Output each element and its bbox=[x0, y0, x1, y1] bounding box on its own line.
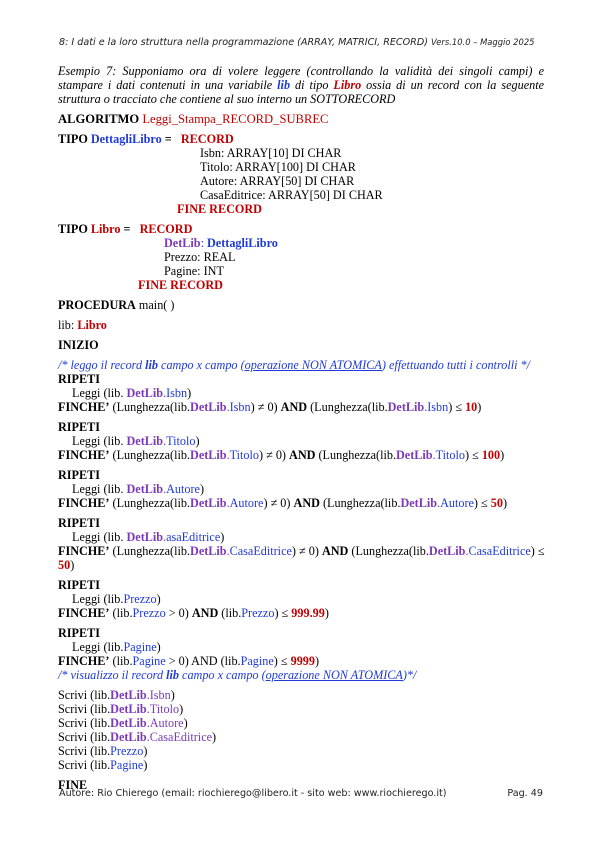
code-text: (Lunghezza(lib. bbox=[109, 448, 191, 462]
code-text: (Lunghezza(lib. bbox=[109, 496, 191, 510]
code-dot: . bbox=[432, 448, 436, 462]
record-field: Autore: ARRAY[50] DI CHAR bbox=[200, 174, 355, 188]
fine-keyword: FINE bbox=[58, 778, 88, 792]
code-dot: . bbox=[437, 496, 441, 510]
record-field: Prezzo: REAL bbox=[164, 250, 236, 264]
code-text: ) ≤ bbox=[274, 606, 292, 620]
detlib-ref: DetLib bbox=[190, 544, 227, 558]
code-dot: . bbox=[226, 496, 230, 510]
scrivi-titolo bbox=[58, 702, 544, 716]
leggi-titolo bbox=[58, 434, 544, 448]
field-ref: CasaEditrice bbox=[468, 544, 531, 558]
code-text: > 0) bbox=[165, 606, 192, 620]
declaration-line bbox=[58, 318, 544, 332]
field-ref: Titolo bbox=[166, 434, 196, 448]
max-value: 999.99 bbox=[291, 606, 325, 620]
code-text: ) ≠ 0) bbox=[291, 544, 322, 558]
detlib-ref: DetLib bbox=[387, 400, 425, 414]
code-text: (lib. bbox=[109, 606, 133, 620]
field-ref: Titolo bbox=[435, 448, 465, 462]
detlib-ref: DetLib bbox=[396, 448, 433, 462]
code-text: ) bbox=[195, 434, 200, 448]
code-text: ) bbox=[199, 482, 205, 496]
comment-text: )*/ bbox=[402, 668, 417, 682]
inizio-keyword: INIZIO bbox=[58, 338, 99, 352]
code-text: ) ≤ bbox=[530, 544, 545, 558]
field-ref: Autore bbox=[166, 482, 200, 496]
record-field: CasaEditrice: ARRAY[50] DI CHAR bbox=[200, 188, 383, 202]
code-text: Leggi (lib. bbox=[72, 386, 124, 400]
comment-var: lib bbox=[145, 358, 158, 372]
code-text: (Lunghezza(lib. bbox=[109, 400, 191, 414]
comment-text: /* leggo il record bbox=[58, 358, 146, 372]
finche-pagine bbox=[58, 654, 544, 668]
code-dot: . bbox=[146, 716, 150, 730]
comment-read bbox=[58, 358, 544, 372]
detlib-ref: DetLib bbox=[400, 496, 438, 510]
field-ref: Pagine bbox=[110, 758, 144, 772]
code-text: (Lunghezza(lib. bbox=[307, 400, 388, 414]
code-dot: . bbox=[163, 386, 167, 400]
code-dot: . bbox=[163, 530, 167, 544]
code-dot: . bbox=[226, 400, 230, 414]
colon: : bbox=[200, 236, 207, 250]
and-keyword: AND bbox=[289, 448, 316, 462]
scrivi-pagine bbox=[58, 758, 544, 772]
leggi-casaeditrice bbox=[58, 530, 544, 544]
tipo-keyword: TIPO bbox=[58, 222, 88, 236]
finche-keyword: FINCHE’ bbox=[58, 606, 110, 620]
page-number: Pag. 49 bbox=[507, 788, 543, 799]
code-text: Leggi (lib. bbox=[72, 640, 124, 654]
field-ref: Isbn bbox=[427, 400, 449, 414]
code-dot: . bbox=[424, 400, 428, 414]
code-text: ) bbox=[170, 688, 175, 702]
comment-text: campo x campo ( bbox=[178, 668, 266, 682]
intro-text: ossia di un record con la seguente struttura o tracciato che contiene al suo interno un SOTTORECORD bbox=[58, 78, 544, 106]
code-text: ) bbox=[156, 592, 161, 606]
code-text: Leggi (lib. bbox=[72, 434, 124, 448]
leggi-autore bbox=[58, 482, 544, 496]
code-text: ) bbox=[477, 400, 482, 414]
intro-text: di tipo bbox=[290, 78, 334, 92]
detlib-ref: DetLib bbox=[126, 530, 164, 544]
record-field: Titolo: ARRAY[100] DI CHAR bbox=[200, 160, 356, 174]
detlib-ref: DetLib bbox=[190, 496, 227, 510]
ripeti-keyword: RIPETI bbox=[58, 420, 100, 434]
detlib-ref: DetLib bbox=[126, 482, 164, 496]
procedura-name: main( ) bbox=[135, 298, 175, 312]
record-keyword: RECORD bbox=[139, 222, 193, 236]
decl-var: lib: bbox=[58, 318, 78, 332]
scrivi-casaeditrice bbox=[58, 730, 544, 744]
code-text: ) bbox=[324, 606, 329, 620]
code-text: ) bbox=[212, 730, 217, 744]
finche-keyword: FINCHE’ bbox=[58, 400, 110, 414]
code-text: ) ≠ 0) bbox=[263, 496, 294, 510]
field-ref: Pagine bbox=[132, 654, 166, 668]
code-text: ) bbox=[187, 386, 192, 400]
code-text: ) bbox=[143, 758, 148, 772]
leggi-pagine bbox=[58, 640, 544, 654]
max-value: 50 bbox=[58, 558, 71, 572]
code-dot: . bbox=[146, 702, 150, 716]
field-ref: Pagine bbox=[240, 654, 274, 668]
code-text: Scrivi (lib. bbox=[58, 730, 111, 744]
field-ref: Isbn bbox=[166, 386, 188, 400]
record-field: Isbn: ARRAY[10] DI CHAR bbox=[200, 146, 342, 160]
ripeti-keyword: RIPETI bbox=[58, 516, 100, 530]
and-keyword: AND bbox=[191, 606, 219, 620]
code-text: ) bbox=[314, 654, 320, 668]
leggi-prezzo bbox=[58, 592, 544, 606]
document-body bbox=[58, 64, 544, 792]
code-text: ) bbox=[156, 640, 161, 654]
type-name: Libro bbox=[90, 222, 121, 236]
code-text: ) ≤ bbox=[464, 448, 482, 462]
equals-sign: = bbox=[123, 222, 131, 236]
code-dot: . bbox=[465, 544, 469, 558]
ripeti-keyword: RIPETI bbox=[58, 372, 100, 386]
detlib-type: DettagliLibro bbox=[207, 236, 278, 250]
field-ref: CasaEditrice bbox=[149, 730, 213, 744]
code-text: ) bbox=[70, 558, 75, 572]
scrivi-prezzo bbox=[58, 744, 544, 758]
detlib-name: DetLib bbox=[164, 236, 201, 250]
max-value: 9999 bbox=[290, 654, 315, 668]
equals-sign: = bbox=[164, 132, 172, 146]
field-ref: Isbn bbox=[149, 688, 171, 702]
intro-text: Esempio 7: Supponiamo ora di volere leggere (controllando la validità dei singoli campi) e stampare i dati contenuti in una variabile bbox=[58, 64, 544, 92]
finche-prezzo bbox=[58, 606, 544, 620]
comment-write bbox=[58, 668, 544, 682]
finche-casaeditrice-cont bbox=[58, 558, 544, 572]
code-text: ) bbox=[500, 448, 505, 462]
finche-keyword: FINCHE’ bbox=[58, 654, 110, 668]
finche-keyword: FINCHE’ bbox=[58, 448, 110, 462]
code-text: Leggi (lib. bbox=[72, 482, 124, 496]
fine-record: FINE RECORD bbox=[177, 202, 262, 216]
code-text: (Lunghezza(lib. bbox=[319, 496, 401, 510]
code-text: Leggi (lib. bbox=[72, 530, 124, 544]
field-ref: Prezzo bbox=[110, 744, 144, 758]
field-ref: CasaEditrice bbox=[229, 544, 292, 558]
code-text: Leggi (lib. bbox=[72, 592, 124, 606]
tipo-libro-line bbox=[58, 222, 544, 236]
page-footer bbox=[59, 788, 543, 799]
detlib-ref: DetLib bbox=[110, 688, 147, 702]
max-value: 10 bbox=[465, 400, 478, 414]
and-keyword: AND bbox=[321, 544, 349, 558]
finche-isbn bbox=[58, 400, 544, 414]
detlib-ref: DetLib bbox=[110, 716, 147, 730]
finche-keyword: FINCHE’ bbox=[58, 496, 110, 510]
code-text: ) ≠ 0) bbox=[250, 400, 281, 414]
detlib-ref: DetLib bbox=[110, 730, 147, 744]
algorithm-line bbox=[58, 112, 544, 126]
code-dot: . bbox=[146, 688, 150, 702]
header-title: 8: I dati e la loro struttura nella programmazione (ARRAY, MATRICI, RECORD) bbox=[59, 37, 428, 48]
tipo-keyword: TIPO bbox=[58, 132, 88, 146]
intro-var: lib bbox=[277, 78, 291, 92]
record-field: Pagine: INT bbox=[164, 264, 224, 278]
field-ref: Pagine bbox=[123, 640, 157, 654]
scrivi-autore bbox=[58, 716, 544, 730]
leggi-isbn bbox=[58, 386, 544, 400]
field-ref: Prezzo bbox=[241, 606, 275, 620]
code-dot: . bbox=[226, 544, 230, 558]
and-keyword: AND bbox=[280, 400, 308, 414]
header-version: Vers.10.0 – Maggio 2025 bbox=[431, 37, 535, 47]
algorithm-keyword: ALGORITMO bbox=[58, 112, 140, 126]
field-ref: Autore bbox=[149, 716, 184, 730]
comment-var: lib bbox=[166, 668, 179, 682]
record-field-detlib bbox=[58, 236, 544, 250]
record-keyword: RECORD bbox=[180, 132, 234, 146]
code-text: Scrivi (lib. bbox=[58, 716, 111, 730]
and-keyword: AND bbox=[293, 496, 320, 510]
procedura-line bbox=[58, 298, 544, 312]
algorithm-name: Leggi_Stampa_RECORD_SUBREC bbox=[142, 112, 329, 126]
code-dot: . bbox=[146, 730, 150, 744]
fine-record: FINE RECORD bbox=[138, 278, 223, 292]
code-dot: . bbox=[163, 482, 167, 496]
field-ref: Prezzo bbox=[132, 606, 166, 620]
field-ref: Autore bbox=[440, 496, 474, 510]
field-ref: Isbn bbox=[229, 400, 251, 414]
footer-author: Autore: Rio Chierego (email: riochierego@libero.it - sito web: www.riochierego.it) bbox=[59, 788, 447, 799]
field-ref: Prezzo bbox=[123, 592, 157, 606]
code-dot: . bbox=[226, 448, 230, 462]
field-ref: Titolo bbox=[149, 702, 180, 716]
detlib-ref: DetLib bbox=[126, 386, 164, 400]
code-text: ) ≤ bbox=[473, 496, 491, 510]
detlib-ref: DetLib bbox=[190, 400, 227, 414]
code-text: ) bbox=[143, 744, 148, 758]
tipo-dettaglilibro-line bbox=[58, 132, 544, 146]
scrivi-isbn bbox=[58, 688, 544, 702]
comment-underlined: operazione NON ATOMICA bbox=[265, 668, 403, 682]
finche-keyword: FINCHE’ bbox=[58, 544, 110, 558]
max-value: 100 bbox=[481, 448, 501, 462]
code-text: ) ≠ 0) bbox=[259, 448, 290, 462]
intro-paragraph bbox=[58, 64, 544, 106]
code-text: Scrivi (lib. bbox=[58, 688, 111, 702]
finche-autore bbox=[58, 496, 544, 510]
code-text: ) bbox=[183, 716, 188, 730]
comment-text: /* visualizzo il record bbox=[58, 668, 167, 682]
max-value: 50 bbox=[490, 496, 503, 510]
comment-text: ) effettuando tutti i controlli */ bbox=[381, 358, 531, 372]
detlib-ref: DetLib bbox=[110, 702, 147, 716]
field-ref: asaEditrice bbox=[166, 530, 221, 544]
detlib-ref: DetLib bbox=[190, 448, 227, 462]
code-text: (lib. bbox=[109, 654, 133, 668]
detlib-ref: DetLib bbox=[126, 434, 164, 448]
comment-underlined: operazione NON ATOMICA bbox=[244, 358, 382, 372]
detlib-ref: DetLib bbox=[428, 544, 466, 558]
field-ref: Titolo bbox=[229, 448, 259, 462]
code-text: ) bbox=[179, 702, 184, 716]
code-dot: . bbox=[163, 434, 167, 448]
finche-titolo bbox=[58, 448, 544, 462]
code-text: (Lunghezza(lib. bbox=[315, 448, 396, 462]
ripeti-keyword: RIPETI bbox=[58, 626, 100, 640]
code-text: Scrivi (lib. bbox=[58, 702, 111, 716]
code-text: ) ≤ bbox=[273, 654, 291, 668]
procedura-keyword: PROCEDURA bbox=[58, 298, 136, 312]
code-text: Scrivi (lib. bbox=[58, 758, 111, 772]
code-text: (lib. bbox=[218, 606, 242, 620]
decl-type: Libro bbox=[77, 318, 107, 332]
code-text: ) bbox=[220, 530, 225, 544]
finche-casaeditrice bbox=[58, 544, 544, 558]
code-text: (Lunghezza(lib. bbox=[348, 544, 429, 558]
intro-type: Libro bbox=[333, 78, 362, 92]
type-name: DettagliLibro bbox=[90, 132, 162, 146]
code-text: ) bbox=[502, 496, 508, 510]
field-ref: Autore bbox=[229, 496, 264, 510]
code-text: ) ≤ bbox=[448, 400, 466, 414]
code-text: Scrivi (lib. bbox=[58, 744, 111, 758]
code-text: > 0) AND (lib. bbox=[165, 654, 241, 668]
comment-text: campo x campo ( bbox=[157, 358, 245, 372]
ripeti-keyword: RIPETI bbox=[58, 468, 100, 482]
ripeti-keyword: RIPETI bbox=[58, 578, 100, 592]
code-text: (Lunghezza(lib. bbox=[109, 544, 191, 558]
page-header bbox=[59, 37, 534, 48]
